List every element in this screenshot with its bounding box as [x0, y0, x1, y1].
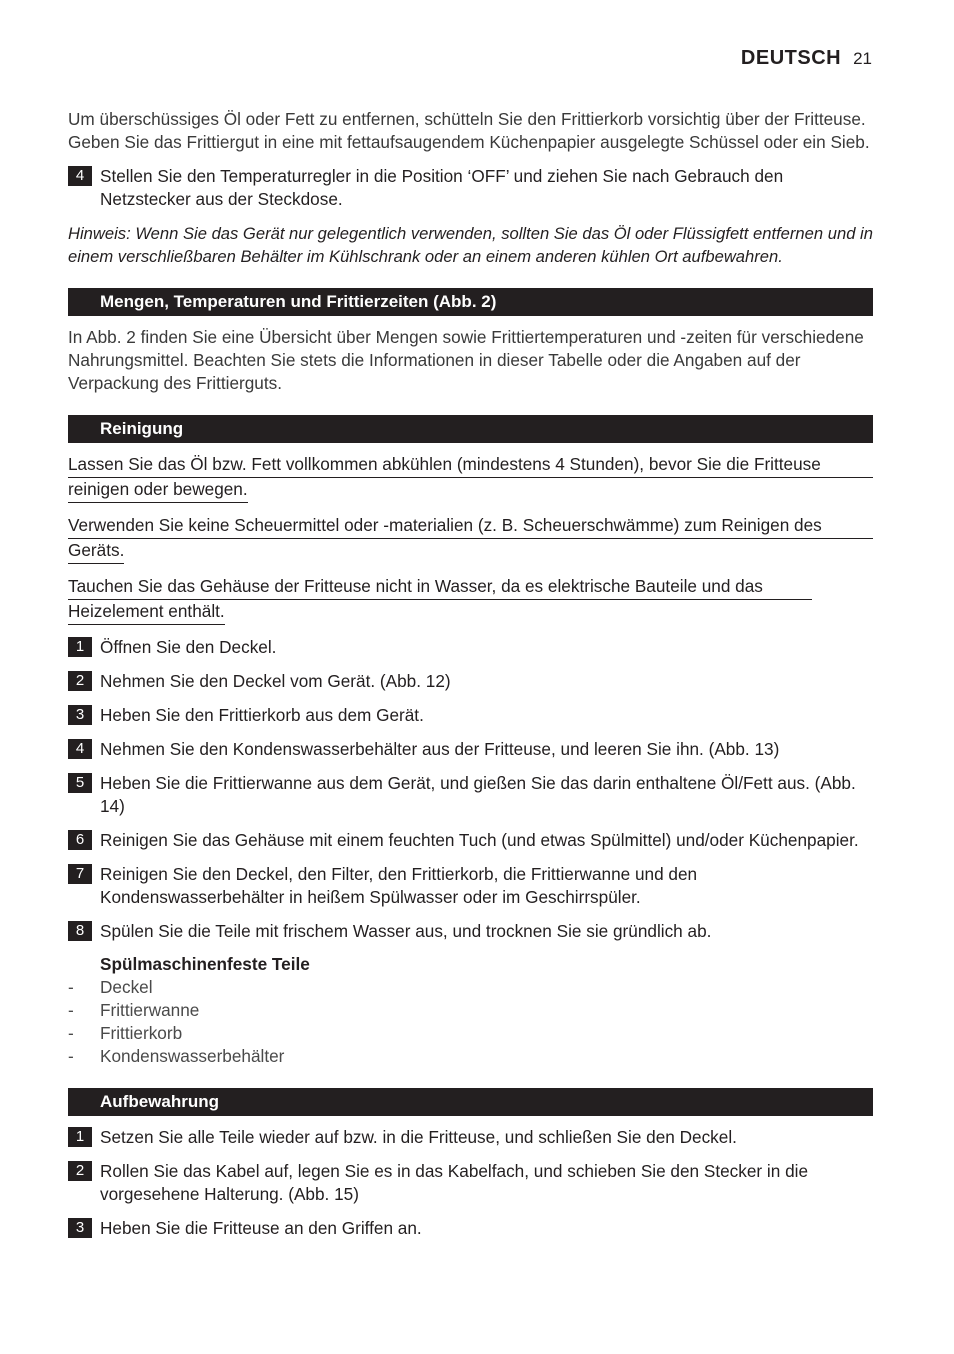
note-paragraph: Hinweis: Wenn Sie das Gerät nur gelegentlich verwenden, sollten Sie das Öl oder Flüssigfett entfernen und in einem verschließbaren Behälter im Kühlschrank oder an einem anderen kühlen Ort aufbewahren.: [68, 224, 873, 266]
warning-line: Geräts.: [68, 539, 124, 564]
mengen-paragraph: In Abb. 2 finden Sie eine Übersicht über Mengen sowie Frittiertemperaturen und -zeiten für verschiedene Nahrungsmittel. Beachten Sie stets die Informationen in dieser Tabelle oder die Angaben auf der Verpackung des Frittierguts.: [68, 327, 864, 393]
step-item: [68, 920, 873, 943]
step-number: 3: [68, 1218, 92, 1238]
step-number: 6: [68, 830, 92, 850]
step-text: Heben Sie die Fritteuse an den Griffen an.: [100, 1218, 422, 1238]
dash-bullet: -: [68, 1023, 74, 1043]
step-item: [68, 772, 873, 818]
step-item: [68, 1126, 873, 1149]
dishwasher-list: [68, 976, 873, 1068]
step-item: [68, 1160, 873, 1206]
step-number: 7: [68, 864, 92, 884]
list-item-text: Frittierwanne: [100, 1000, 200, 1020]
dash-bullet: -: [68, 1000, 74, 1020]
step-text: Nehmen Sie den Kondenswasserbehälter aus der Fritteuse, und leeren Sie ihn. (Abb. 13): [100, 739, 780, 759]
step-text: Spülen Sie die Teile mit frischem Wasser aus, und trocknen Sie sie gründlich ab.: [100, 921, 712, 941]
warning-line: reinigen oder bewegen.: [68, 478, 248, 503]
step-text: Stellen Sie den Temperaturregler in die Position ‘OFF’ und ziehen Sie nach Gebrauch den Netzstecker aus der Steckdose.: [100, 166, 784, 209]
step-item: [68, 1217, 873, 1240]
list-item-text: Deckel: [100, 977, 153, 997]
page-header: [741, 47, 872, 70]
step-item: [68, 829, 873, 852]
step-number: 5: [68, 773, 92, 793]
section-heading-reinigung: Reinigung: [68, 415, 873, 443]
language-label: DEUTSCH: [740, 47, 842, 69]
step-text: Heben Sie den Frittierkorb aus dem Gerät.: [100, 705, 424, 725]
step-item: [68, 636, 873, 659]
step-number: 2: [68, 671, 92, 691]
step-text: Öffnen Sie den Deckel.: [100, 637, 277, 657]
warning-paragraph: [68, 453, 873, 503]
step-text: Setzen Sie alle Teile wieder auf bzw. in die Fritteuse, und schließen Sie den Deckel.: [100, 1127, 737, 1147]
step-text: Reinigen Sie das Gehäuse mit einem feuchten Tuch (und etwas Spülmittel) und/oder Küchenpapier.: [100, 830, 859, 850]
step-item: [68, 704, 873, 727]
step-number: 8: [68, 921, 92, 941]
section-heading-aufbewahrung: Aufbewahrung: [68, 1088, 873, 1116]
step-text: Rollen Sie das Kabel auf, legen Sie es in das Kabelfach, und schieben Sie den Stecker in die vorgesehene Halterung. (Abb. 15): [100, 1161, 809, 1204]
warning-line: Lassen Sie das Öl bzw. Fett vollkommen abkühlen (mindestens 4 Stunden), bevor Sie die Fritteuse: [68, 453, 873, 478]
dash-bullet: -: [68, 1046, 74, 1066]
step-text: Heben Sie die Frittierwanne aus dem Gerät, und gießen Sie das darin enthaltene Öl/Fett aus. (Abb. 14): [100, 773, 856, 816]
warning-line: Verwenden Sie keine Scheuermittel oder -materialien (z. B. Scheuerschwämme) zum Reinigen des: [68, 514, 873, 539]
step-number: 1: [68, 637, 92, 657]
intro-paragraph: Um überschüssiges Öl oder Fett zu entfernen, schütteln Sie den Frittierkorb vorsichtig über der Fritteuse. Geben Sie das Frittiergut in eine mit fettaufsaugendem Küchenpapier ausgelegte Schüssel oder ein Sieb.: [68, 109, 870, 152]
list-item: [68, 1022, 873, 1045]
step-number: 3: [68, 705, 92, 725]
step-item: [68, 738, 873, 761]
step-number: 4: [68, 166, 92, 186]
warning-paragraph: [68, 514, 873, 564]
step-number: 2: [68, 1161, 92, 1181]
list-item: [68, 999, 873, 1022]
page-number: 21: [853, 49, 872, 68]
step-text: Nehmen Sie den Deckel vom Gerät. (Abb. 12): [100, 671, 451, 691]
warning-paragraph: [68, 575, 873, 625]
step-number: 4: [68, 739, 92, 759]
page-content: [68, 108, 873, 1251]
step-item: [68, 670, 873, 693]
step-item: [68, 863, 873, 909]
list-item: [68, 1045, 873, 1068]
dash-bullet: -: [68, 977, 74, 997]
list-item: [68, 976, 873, 999]
dishwasher-heading: Spülmaschinenfeste Teile: [100, 954, 310, 974]
section-heading-mengen: Mengen, Temperaturen und Frittierzeiten (Abb. 2): [68, 288, 873, 316]
list-item-text: Kondenswasserbehälter: [100, 1046, 285, 1066]
warning-line: Tauchen Sie das Gehäuse der Fritteuse nicht in Wasser, da es elektrische Bauteile und das: [68, 575, 812, 600]
warning-line: Heizelement enthält.: [68, 600, 225, 625]
step-number: 1: [68, 1127, 92, 1147]
list-item-text: Frittierkorb: [100, 1023, 183, 1043]
step-text: Reinigen Sie den Deckel, den Filter, den Frittierkorb, die Frittierwanne und den Kondenswasserbehälter in heißem Spülwasser oder im Geschirrspüler.: [100, 864, 698, 907]
step-item: [68, 165, 873, 211]
